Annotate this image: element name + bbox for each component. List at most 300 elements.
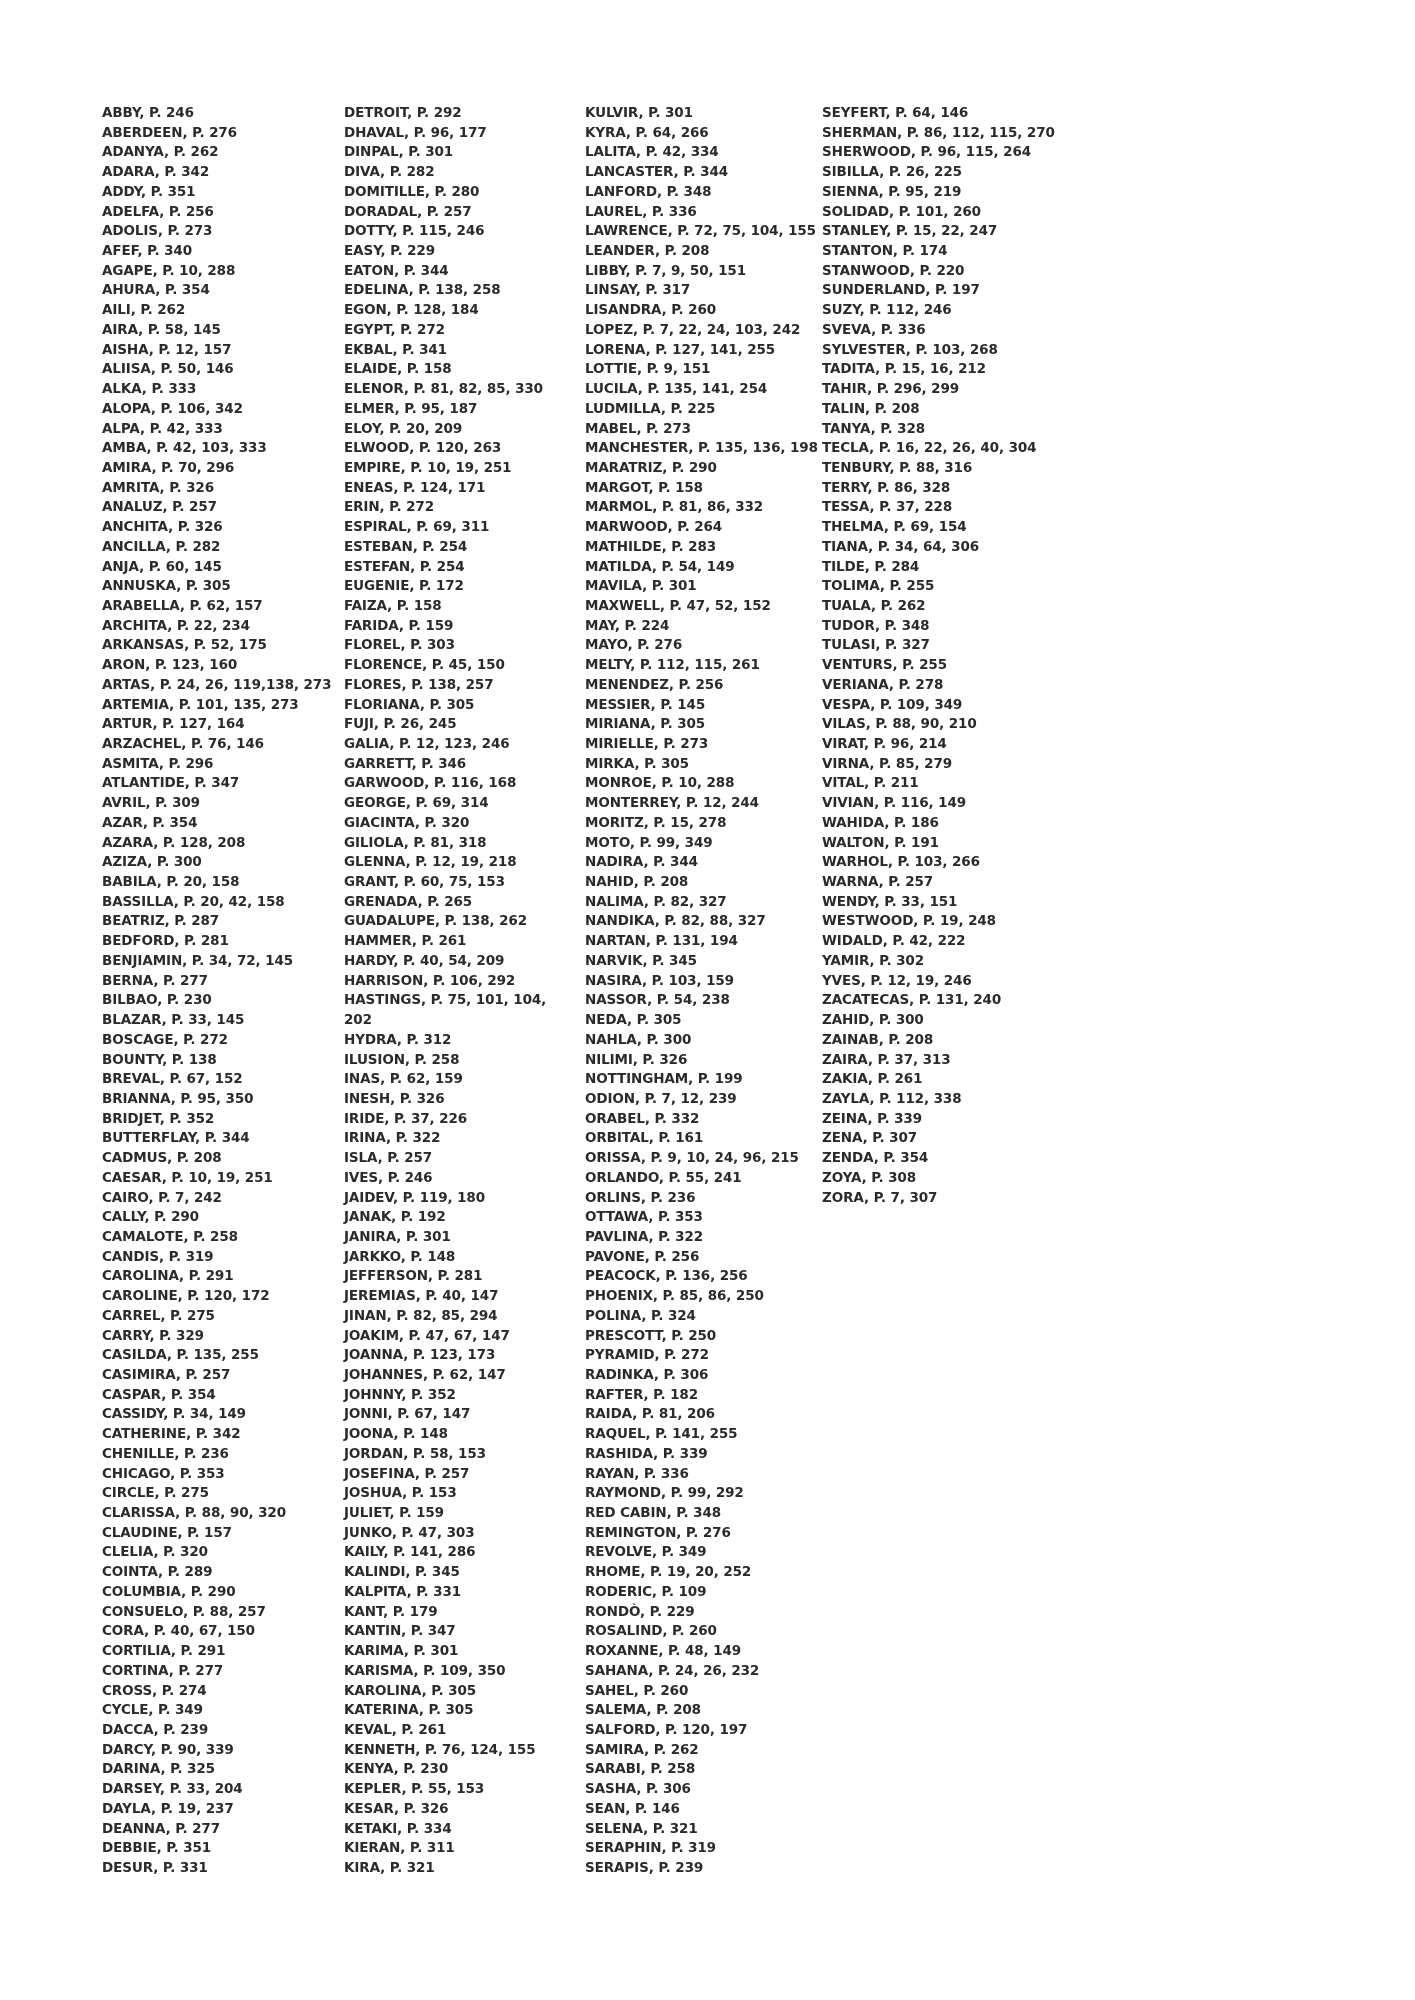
index-entry: ZAYLA, P. 112, 338 xyxy=(822,1090,962,1107)
index-entry: FUJI, P. 26, 245 xyxy=(344,716,457,733)
index-entry: CAIRO, P. 7, 242 xyxy=(102,1189,222,1206)
index-entry: CROSS, P. 274 xyxy=(102,1682,207,1699)
index-entry: SAMIRA, P. 262 xyxy=(585,1741,699,1758)
index-entry: NADIRA, P. 344 xyxy=(585,854,698,871)
index-entry: ALOPA, P. 106, 342 xyxy=(102,400,243,417)
index-entry: AMRITA, P. 326 xyxy=(102,479,215,496)
index-entry: CANDIS, P. 319 xyxy=(102,1248,214,1265)
index-entry: KEPLER, P. 55, 153 xyxy=(344,1781,485,1798)
index-entry: ATLANTIDE, P. 347 xyxy=(102,775,240,792)
index-entry: TANYA, P. 328 xyxy=(822,420,926,437)
index-entry: FAIZA, P. 158 xyxy=(344,597,442,614)
index-entry: RAFTER, P. 182 xyxy=(585,1386,698,1403)
index-entry: ORLANDO, P. 55, 241 xyxy=(585,1169,742,1186)
index-entry: BASSILLA, P. 20, 42, 158 xyxy=(102,893,285,910)
index-entry: RODERIC, P. 109 xyxy=(585,1583,707,1600)
index-entry: EDELINA, P. 138, 258 xyxy=(344,282,501,299)
index-entry: BABILA, P. 20, 158 xyxy=(102,874,240,891)
index-entry: JOSHUA, P. 153 xyxy=(344,1485,457,1502)
index-entry: ZENDA, P. 354 xyxy=(822,1150,929,1167)
index-entry: LISANDRA, P. 260 xyxy=(585,302,717,319)
index-entry: ZAHID, P. 300 xyxy=(822,1012,924,1029)
index-entry: SOLIDAD, P. 101, 260 xyxy=(822,203,981,220)
index-entry: SYLVESTER, P. 103, 268 xyxy=(822,341,998,358)
index-entry: MATHILDE, P. 283 xyxy=(585,538,717,555)
index-entry: KULVIR, P. 301 xyxy=(585,105,693,121)
index-entry: ZEINA, P. 339 xyxy=(822,1110,922,1127)
index-entry: AGAPE, P. 10, 288 xyxy=(102,262,236,279)
index-entry: CALLY, P. 290 xyxy=(102,1209,199,1226)
index-entry: GRANT, P. 60, 75, 153 xyxy=(344,874,505,891)
index-entry: KIERAN, P. 311 xyxy=(344,1840,455,1857)
index-entry: DETROIT, P. 292 xyxy=(344,105,462,121)
index-entry: DAYLA, P. 19, 237 xyxy=(102,1800,234,1817)
index-entry: TUDOR, P. 348 xyxy=(822,617,930,634)
index-entry: ORISSA, P. 9, 10, 24, 96, 215 xyxy=(585,1150,799,1167)
index-entry: ARKANSAS, P. 52, 175 xyxy=(102,637,267,654)
index-entry: JAIDEV, P. 119, 180 xyxy=(344,1189,485,1206)
index-entry: EASY, P. 229 xyxy=(344,243,435,260)
index-entry: VIRAT, P. 96, 214 xyxy=(822,736,947,752)
index-entry: ARABELLA, P. 62, 157 xyxy=(102,597,263,614)
index-entry: KANTIN, P. 347 xyxy=(344,1623,456,1640)
index-entry: KAROLINA, P. 305 xyxy=(344,1682,477,1699)
index-entry: JOHNNY, P. 352 xyxy=(344,1386,456,1403)
index-entry: ENEAS, P. 124, 171 xyxy=(344,479,486,496)
index-entry: DARCY, P. 90, 339 xyxy=(102,1741,234,1758)
index-entry: ODION, P. 7, 12, 239 xyxy=(585,1090,737,1107)
index-entry: VERIANA, P. 278 xyxy=(822,676,944,693)
index-entry: VIRNA, P. 85, 279 xyxy=(822,755,953,772)
index-entry: YAMIR, P. 302 xyxy=(822,952,924,969)
index-entry: PYRAMID, P. 272 xyxy=(585,1347,709,1364)
index-entry: RED CABIN, P. 348 xyxy=(585,1505,722,1522)
index-entry: POLINA, P. 324 xyxy=(585,1307,696,1324)
index-entry: DEBBIE, P. 351 xyxy=(102,1840,212,1857)
index-entry: DEANNA, P. 277 xyxy=(102,1820,221,1837)
index-entry: RAQUEL, P. 141, 255 xyxy=(585,1426,738,1443)
index-entry: LAUREL, P. 336 xyxy=(585,203,697,220)
index-entry: MARATRIZ, P. 290 xyxy=(585,459,717,476)
index-entry: VESPA, P. 109, 349 xyxy=(822,696,963,713)
index-entry: LUCILA, P. 135, 141, 254 xyxy=(585,381,768,398)
index-entry: CORTINA, P. 277 xyxy=(102,1662,224,1679)
index-entry: KESAR, P. 326 xyxy=(344,1800,449,1817)
index-entry: GARRETT, P. 346 xyxy=(344,755,467,772)
index-entry: ALKA, P. 333 xyxy=(102,381,197,398)
index-entry: LOPEZ, P. 7, 22, 24, 103, 242 xyxy=(585,321,801,338)
index-entry: KENYA, P. 230 xyxy=(344,1761,449,1778)
index-entry: WAHIDA, P. 186 xyxy=(822,814,939,831)
index-entry: ANNUSKA, P. 305 xyxy=(102,578,231,595)
index-entry: SAHANA, P. 24, 26, 232 xyxy=(585,1662,760,1679)
index-entry: JINAN, P. 82, 85, 294 xyxy=(344,1307,498,1324)
index-entry: GARWOOD, P. 116, 168 xyxy=(344,775,517,792)
index-entry: ELWOOD, P. 120, 263 xyxy=(344,440,502,457)
index-entry: MONTERREY, P. 12, 244 xyxy=(585,795,759,812)
index-entry: ZOYA, P. 308 xyxy=(822,1169,917,1186)
index-entry: KENNETH, P. 76, 124, 155 xyxy=(344,1741,536,1758)
index-entry: CASPAR, P. 354 xyxy=(102,1386,216,1403)
index-entry: NASSOR, P. 54, 238 xyxy=(585,992,730,1009)
index-entry: JANAK, P. 192 xyxy=(344,1209,446,1226)
index-entry: MANCHESTER, P. 135, 136, 198 xyxy=(585,440,818,457)
index-entry: KANT, P. 179 xyxy=(344,1603,438,1620)
index-entry: ABBY, P. 246 xyxy=(102,105,194,121)
index-entry: JOSEFINA, P. 257 xyxy=(344,1465,470,1482)
index-entry: RADINKA, P. 306 xyxy=(585,1367,709,1383)
index-column-4 xyxy=(822,104,1062,1208)
index-entry: DORADAL, P. 257 xyxy=(344,203,472,220)
index-entry: AHURA, P. 354 xyxy=(102,282,210,299)
index-entry: KIRA, P. 321 xyxy=(344,1859,435,1876)
index-entry: RONDÒ, P. 229 xyxy=(585,1603,695,1620)
index-entry: EATON, P. 344 xyxy=(344,262,449,279)
index-entry: SERAPHIN, P. 319 xyxy=(585,1840,716,1857)
index-entry: DINPAL, P. 301 xyxy=(344,144,454,161)
index-entry: CARRY, P. 329 xyxy=(102,1327,204,1344)
index-entry: ORBITAL, P. 161 xyxy=(585,1130,704,1147)
index-entry: OTTAWA, P. 353 xyxy=(585,1209,703,1226)
index-entry: ROXANNE, P. 48, 149 xyxy=(585,1643,742,1660)
index-entry: FARIDA, P. 159 xyxy=(344,617,454,634)
index-entry: CHENILLE, P. 236 xyxy=(102,1445,229,1462)
index-entry: ASMITA, P. 296 xyxy=(102,755,214,772)
index-entry: YVES, P. 12, 19, 246 xyxy=(822,972,972,989)
index-entry: SVEVA, P. 336 xyxy=(822,321,926,338)
index-entry: WALTON, P. 191 xyxy=(822,834,939,851)
index-entry: MAXWELL, P. 47, 52, 152 xyxy=(585,597,771,614)
index-entry: THELMA, P. 69, 154 xyxy=(822,519,967,536)
index-entry: MOTO, P. 99, 349 xyxy=(585,834,713,851)
index-entry: NAHLA, P. 300 xyxy=(585,1031,692,1048)
index-entry: ADELFA, P. 256 xyxy=(102,203,214,220)
index-entry: CLARISSA, P. 88, 90, 320 xyxy=(102,1505,286,1522)
index-entry: JORDAN, P. 58, 153 xyxy=(344,1445,486,1462)
index-entry: CAESAR, P. 10, 19, 251 xyxy=(102,1169,273,1186)
index-entry: AIRA, P. 58, 145 xyxy=(102,321,221,338)
index-entry: CLAUDINE, P. 157 xyxy=(102,1524,232,1541)
index-entry: ZAINAB, P. 208 xyxy=(822,1031,934,1048)
index-entry: VENTURS, P. 255 xyxy=(822,657,948,674)
index-entry: BERNA, P. 277 xyxy=(102,972,208,989)
index-entry: BLAZAR, P. 33, 145 xyxy=(102,1012,245,1029)
index-entry: CAMALOTE, P. 258 xyxy=(102,1228,238,1245)
index-entry: SIENNA, P. 95, 219 xyxy=(822,183,962,200)
index-entry: WIDALD, P. 42, 222 xyxy=(822,933,966,950)
index-entry: GLENNA, P. 12, 19, 218 xyxy=(344,854,517,871)
index-entry: FLORIANA, P. 305 xyxy=(344,696,475,713)
index-entry: BUTTERFLAY, P. 344 xyxy=(102,1130,250,1147)
index-entry: PEACOCK, P. 136, 256 xyxy=(585,1268,748,1285)
index-entry: MAYO, P. 276 xyxy=(585,637,683,654)
index-entry: LANCASTER, P. 344 xyxy=(585,164,729,181)
index-entry: SAHEL, P. 260 xyxy=(585,1682,689,1699)
index-entry: ALPA, P. 42, 333 xyxy=(102,420,223,437)
index-entry: MIRKA, P. 305 xyxy=(585,755,689,772)
index-entry: COLUMBIA, P. 290 xyxy=(102,1583,236,1600)
index-entry: DACCA, P. 239 xyxy=(102,1721,209,1738)
index-entry: IRIDE, P. 37, 226 xyxy=(344,1110,468,1127)
index-entry: AILI, P. 262 xyxy=(102,302,186,319)
index-entry: LALITA, P. 42, 334 xyxy=(585,144,719,161)
index-entry: NANDIKA, P. 82, 88, 327 xyxy=(585,913,766,930)
index-entry: NAHID, P. 208 xyxy=(585,874,689,891)
index-entry: CIRCLE, P. 275 xyxy=(102,1485,209,1502)
index-entry: MIRIELLE, P. 273 xyxy=(585,736,709,752)
index-entry: SIBILLA, P. 26, 225 xyxy=(822,164,962,181)
index-entry: TECLA, P. 16, 22, 26, 40, 304 xyxy=(822,440,1037,457)
index-entry: JARKKO, P. 148 xyxy=(344,1248,456,1265)
index-entry: REVOLVE, P. 349 xyxy=(585,1544,707,1561)
index-entry: EUGENIE, P. 172 xyxy=(344,578,464,595)
index-entry: JONNI, P. 67, 147 xyxy=(344,1406,471,1423)
index-entry: KATERINA, P. 305 xyxy=(344,1702,474,1719)
index-column-1 xyxy=(102,104,332,1879)
index-entry: ESPIRAL, P. 69, 311 xyxy=(344,519,490,536)
index-entry: INESH, P. 326 xyxy=(344,1090,445,1107)
index-entry: RAYMOND, P. 99, 292 xyxy=(585,1485,744,1502)
index-entry: VIVIAN, P. 116, 149 xyxy=(822,795,967,812)
index-entry: DOMITILLE, P. 280 xyxy=(344,183,480,200)
index-entry: WARNA, P. 257 xyxy=(822,874,934,891)
index-entry: ARZACHEL, P. 76, 146 xyxy=(102,736,264,752)
index-entry: ANCILLA, P. 282 xyxy=(102,538,221,555)
index-entry: GALIA, P. 12, 123, 246 xyxy=(344,736,510,752)
index-entry: BENJIAMIN, P. 34, 72, 145 xyxy=(102,952,294,969)
index-entry: ZAIRA, P. 37, 313 xyxy=(822,1051,951,1068)
index-entry: WENDY, P. 33, 151 xyxy=(822,893,958,910)
index-entry: 202 xyxy=(344,1012,372,1029)
index-entry: WESTWOOD, P. 19, 248 xyxy=(822,913,996,930)
index-entry: HARDY, P. 40, 54, 209 xyxy=(344,952,505,969)
index-entry: DOTTY, P. 115, 246 xyxy=(344,223,485,240)
index-entry: KARIMA, P. 301 xyxy=(344,1643,459,1660)
index-entry: NILIMI, P. 326 xyxy=(585,1051,688,1068)
index-entry: RASHIDA, P. 339 xyxy=(585,1445,708,1462)
index-entry: ZACATECAS, P. 131, 240 xyxy=(822,992,1002,1009)
index-entry: ORABEL, P. 332 xyxy=(585,1110,700,1127)
index-entry: DIVA, P. 282 xyxy=(344,164,435,181)
index-entry: SASHA, P. 306 xyxy=(585,1781,691,1798)
index-entry: LORENA, P. 127, 141, 255 xyxy=(585,341,776,358)
index-entry: REMINGTON, P. 276 xyxy=(585,1524,731,1541)
index-entry: KARISMA, P. 109, 350 xyxy=(344,1662,506,1679)
index-entry: MAY, P. 224 xyxy=(585,617,670,634)
index-entry: KYRA, P. 64, 266 xyxy=(585,124,709,141)
index-entry: PAVLINA, P. 322 xyxy=(585,1228,704,1245)
index-entry: MORITZ, P. 15, 278 xyxy=(585,814,727,831)
index-entry: PRESCOTT, P. 250 xyxy=(585,1327,717,1344)
index-entry: BEATRIZ, P. 287 xyxy=(102,913,220,930)
index-entry: KALPITA, P. 331 xyxy=(344,1583,462,1600)
index-entry: BREVAL, P. 67, 152 xyxy=(102,1071,243,1088)
index-entry: LINSAY, P. 317 xyxy=(585,282,691,299)
index-entry: ILUSION, P. 258 xyxy=(344,1051,460,1068)
index-entry: EGYPT, P. 272 xyxy=(344,321,445,338)
index-entry: MATILDA, P. 54, 149 xyxy=(585,558,735,575)
index-entry: JUNKO, P. 47, 303 xyxy=(344,1524,475,1541)
index-entry: NOTTINGHAM, P. 199 xyxy=(585,1071,743,1088)
index-entry: AMBA, P. 42, 103, 333 xyxy=(102,440,267,457)
index-entry: SEAN, P. 146 xyxy=(585,1800,680,1817)
index-entry: CADMUS, P. 208 xyxy=(102,1150,222,1167)
index-column-2 xyxy=(344,104,569,1879)
index-entry: ARTEMIA, P. 101, 135, 273 xyxy=(102,696,299,713)
index-entry: TILDE, P. 284 xyxy=(822,558,920,575)
index-entry: TERRY, P. 86, 328 xyxy=(822,479,951,496)
index-entry: GUADALUPE, P. 138, 262 xyxy=(344,913,527,930)
index-entry: DARINA, P. 325 xyxy=(102,1761,215,1778)
index-entry: SERAPIS, P. 239 xyxy=(585,1859,704,1876)
index-entry: BRIANNA, P. 95, 350 xyxy=(102,1090,254,1107)
index-entry: AZIZA, P. 300 xyxy=(102,854,202,871)
index-entry: ANCHITA, P. 326 xyxy=(102,519,223,536)
index-entry: DHAVAL, P. 96, 177 xyxy=(344,124,487,141)
index-entry: TOLIMA, P. 255 xyxy=(822,578,935,595)
index-entry: JEFFERSON, P. 281 xyxy=(344,1268,483,1285)
index-entry: MARWOOD, P. 264 xyxy=(585,519,723,536)
index-entry: TIANA, P. 34, 64, 306 xyxy=(822,538,980,555)
index-entry: LOTTIE, P. 9, 151 xyxy=(585,361,711,378)
index-entry: ANALUZ, P. 257 xyxy=(102,499,217,516)
index-entry: FLORENCE, P. 45, 150 xyxy=(344,657,505,674)
index-entry: CYCLE, P. 349 xyxy=(102,1702,203,1719)
index-entry: LAWRENCE, P. 72, 75, 104, 155 xyxy=(585,223,816,240)
index-entry: NEDA, P. 305 xyxy=(585,1012,682,1029)
index-entry: LEANDER, P. 208 xyxy=(585,243,710,260)
index-column-3 xyxy=(585,104,818,1879)
index-entry: NARTAN, P. 131, 194 xyxy=(585,933,738,950)
index-entry: KETAKI, P. 334 xyxy=(344,1820,452,1837)
index-entry: ELMER, P. 95, 187 xyxy=(344,400,478,417)
index-entry: AMIRA, P. 70, 296 xyxy=(102,459,235,476)
index-entry: BOSCAGE, P. 272 xyxy=(102,1031,228,1048)
index-entry: MABEL, P. 273 xyxy=(585,420,691,437)
index-entry: ANJA, P. 60, 145 xyxy=(102,558,222,575)
index-entry: SEYFERT, P. 64, 146 xyxy=(822,105,969,121)
index-entry: MONROE, P. 10, 288 xyxy=(585,775,735,792)
index-entry: TULASI, P. 327 xyxy=(822,637,930,654)
index-entry: NARVIK, P. 345 xyxy=(585,952,697,969)
index-entry: HARRISON, P. 106, 292 xyxy=(344,972,516,989)
index-entry: BOUNTY, P. 138 xyxy=(102,1051,217,1068)
index-entry: IRINA, P. 322 xyxy=(344,1130,441,1147)
index-entry: BRIDJET, P. 352 xyxy=(102,1110,215,1127)
index-entry: GEORGE, P. 69, 314 xyxy=(344,795,489,812)
index-entry: JULIET, P. 159 xyxy=(344,1505,444,1522)
index-entry: KALINDI, P. 345 xyxy=(344,1564,460,1581)
index-entry: KAILY, P. 141, 286 xyxy=(344,1544,476,1561)
index-entry: CHICAGO, P. 353 xyxy=(102,1465,225,1482)
index-entry: ADARA, P. 342 xyxy=(102,164,210,181)
index-entry: ARTAS, P. 24, 26, 119,138, 273 xyxy=(102,676,332,693)
index-entry: VILAS, P. 88, 90, 210 xyxy=(822,716,977,733)
index-entry: CARREL, P. 275 xyxy=(102,1307,215,1324)
index-entry: ESTEBAN, P. 254 xyxy=(344,538,468,555)
index-entry: EKBAL, P. 341 xyxy=(344,341,447,358)
index-entry: CASIMIRA, P. 257 xyxy=(102,1367,231,1383)
index-entry: ESTEFAN, P. 254 xyxy=(344,558,465,575)
index-entry: SALFORD, P. 120, 197 xyxy=(585,1721,748,1738)
index-entry: KEVAL, P. 261 xyxy=(344,1721,447,1738)
index-entry: SUNDERLAND, P. 197 xyxy=(822,282,980,299)
index-entry: ARON, P. 123, 160 xyxy=(102,657,238,674)
index-entry: DARSEY, P. 33, 204 xyxy=(102,1781,243,1798)
index-entry: ADOLIS, P. 273 xyxy=(102,223,213,240)
index-entry: ADDY, P. 351 xyxy=(102,183,196,200)
index-entry: MENENDEZ, P. 256 xyxy=(585,676,724,693)
index-entry: FLOREL, P. 303 xyxy=(344,637,455,654)
index-entry: GIACINTA, P. 320 xyxy=(344,814,470,831)
index-entry: SALEMA, P. 208 xyxy=(585,1702,701,1719)
index-entry: ZAKIA, P. 261 xyxy=(822,1071,923,1088)
index-entry: PHOENIX, P. 85, 86, 250 xyxy=(585,1288,764,1305)
index-entry: STANTON, P. 174 xyxy=(822,243,948,260)
index-entry: ISLA, P. 257 xyxy=(344,1150,433,1167)
index-entry: LANFORD, P. 348 xyxy=(585,183,712,200)
index-entry: ADANYA, P. 262 xyxy=(102,144,219,161)
index-entry: VITAL, P. 211 xyxy=(822,775,919,792)
index-entry: HASTINGS, P. 75, 101, 104, xyxy=(344,992,547,1009)
index-entry: CONSUELO, P. 88, 257 xyxy=(102,1603,266,1620)
index-entry: JOONA, P. 148 xyxy=(344,1426,448,1443)
index-entry: HYDRA, P. 312 xyxy=(344,1031,452,1048)
index-entry: ALIISA, P. 50, 146 xyxy=(102,361,234,378)
index-entry: ORLINS, P. 236 xyxy=(585,1189,696,1206)
index-entry: HAMMER, P. 261 xyxy=(344,933,467,950)
index-entry: ELAIDE, P. 158 xyxy=(344,361,452,378)
index-entry: TESSA, P. 37, 228 xyxy=(822,499,953,516)
index-entry: AFEF, P. 340 xyxy=(102,243,192,260)
index-entry: AISHA, P. 12, 157 xyxy=(102,341,232,358)
index-entry: INAS, P. 62, 159 xyxy=(344,1071,463,1088)
index-entry: JOHANNES, P. 62, 147 xyxy=(344,1367,506,1383)
index-entry: DESUR, P. 331 xyxy=(102,1859,208,1876)
index-entry: ZORA, P. 7, 307 xyxy=(822,1189,938,1206)
index-entry: TUALA, P. 262 xyxy=(822,597,926,614)
index-entry: TENBURY, P. 88, 316 xyxy=(822,459,973,476)
index-entry: MIRIANA, P. 305 xyxy=(585,716,706,733)
index-entry: SHERWOOD, P. 96, 115, 264 xyxy=(822,144,1032,161)
index-entry: AZAR, P. 354 xyxy=(102,814,198,831)
index-entry: JANIRA, P. 301 xyxy=(344,1228,451,1245)
index-entry: ABERDEEN, P. 276 xyxy=(102,124,237,141)
index-entry: ELENOR, P. 81, 82, 85, 330 xyxy=(344,381,543,398)
index-entry: EMPIRE, P. 10, 19, 251 xyxy=(344,459,512,476)
index-entry: MAVILA, P. 301 xyxy=(585,578,697,595)
index-entry: ELOY, P. 20, 209 xyxy=(344,420,463,437)
index-entry: RAIDA, P. 81, 206 xyxy=(585,1406,715,1423)
index-entry: STANLEY, P. 15, 22, 247 xyxy=(822,223,998,240)
index-entry: TALIN, P. 208 xyxy=(822,400,920,417)
index-entry: ERIN, P. 272 xyxy=(344,499,434,516)
index-entry: NASIRA, P. 103, 159 xyxy=(585,972,734,989)
index-entry: TADITA, P. 15, 16, 212 xyxy=(822,361,986,378)
index-entry: TAHIR, P. 296, 299 xyxy=(822,381,960,398)
index-entry: MESSIER, P. 145 xyxy=(585,696,706,713)
index-entry: CASSIDY, P. 34, 149 xyxy=(102,1406,246,1423)
index-entry: BILBAO, P. 230 xyxy=(102,992,212,1009)
index-entry: IVES, P. 246 xyxy=(344,1169,433,1186)
index-entry: CLELIA, P. 320 xyxy=(102,1544,208,1561)
index-entry: GILIOLA, P. 81, 318 xyxy=(344,834,487,851)
index-entry: NALIMA, P. 82, 327 xyxy=(585,893,727,910)
index-entry: STANWOOD, P. 220 xyxy=(822,262,965,279)
index-entry: ROSALIND, P. 260 xyxy=(585,1623,717,1640)
index-entry: SUZY, P. 112, 246 xyxy=(822,302,952,319)
index-entry: CORA, P. 40, 67, 150 xyxy=(102,1623,255,1640)
